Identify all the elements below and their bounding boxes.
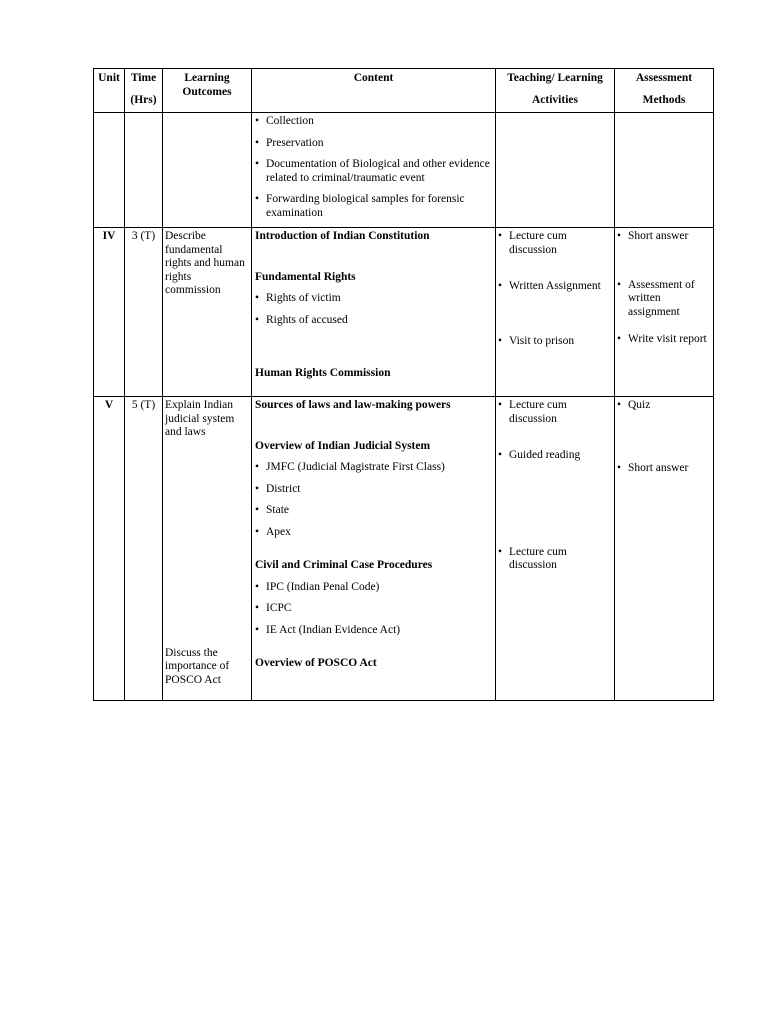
- list-item: • Apex: [255, 525, 291, 538]
- list-item: • Assessment of written assignment: [617, 278, 695, 318]
- list-item: • Guided reading: [498, 449, 581, 461]
- content-heading: Overview of POSCO Act: [255, 657, 377, 669]
- cell-teaching: [496, 113, 615, 228]
- header-unit: Unit: [94, 69, 125, 113]
- list-item: • Lecture cum discussion: [498, 545, 567, 571]
- cell-time: 5 (T): [125, 397, 163, 701]
- list-item: • Preservation: [255, 136, 324, 149]
- cell-outcome: [163, 113, 252, 228]
- table-row-unit-v: [94, 397, 714, 701]
- list-item: • State: [255, 504, 289, 516]
- list-item: • Short answer: [617, 230, 689, 242]
- content-heading: Sources of laws and law-making powers: [255, 399, 451, 411]
- cell-assessment: [615, 113, 714, 228]
- list-item: • Collection: [255, 115, 314, 127]
- content-heading: Fundamental Rights: [255, 270, 356, 283]
- header-content: Content: [252, 69, 496, 113]
- curriculum-table: [93, 68, 714, 701]
- list-item: • Short answer: [617, 461, 689, 474]
- list-item: • Rights of accused: [255, 313, 348, 326]
- cell-outcome: [163, 397, 252, 701]
- list-item: • JMFC (Judicial Magistrate First Class): [255, 461, 445, 473]
- cell-unit: [94, 113, 125, 228]
- cell-content: [252, 397, 496, 701]
- list-item: • IPC (Indian Penal Code): [255, 580, 380, 593]
- cell-time: 3 (T): [125, 228, 163, 397]
- cell-outcome: Describe fundamental rights and human rights commission: [163, 228, 252, 397]
- content-heading: Overview of Indian Judicial System: [255, 439, 431, 452]
- header-time: Time (Hrs): [125, 69, 163, 113]
- list-item: • Documentation of Biological and other evidence related to criminal/traumatic event: [255, 158, 490, 184]
- list-item: • Lecture cum discussion: [498, 399, 567, 425]
- cell-content: [252, 228, 496, 397]
- cell-content: [252, 113, 496, 228]
- list-item: • Write visit report: [617, 333, 707, 345]
- cell-teaching: [496, 228, 615, 397]
- list-item: • Rights of victim: [255, 292, 341, 304]
- list-item: • Lecture cum discussion: [498, 230, 567, 256]
- cell-assessment: [615, 228, 714, 397]
- cell-unit: V: [94, 397, 125, 701]
- list-item: • District: [255, 482, 301, 495]
- cell-time: [125, 113, 163, 228]
- list-item: • ICPC: [255, 602, 292, 614]
- header-row: [94, 69, 714, 113]
- content-heading: Introduction of Indian Constitution: [255, 230, 430, 242]
- content-heading: Civil and Criminal Case Procedures: [255, 559, 433, 571]
- list-item: • IE Act (Indian Evidence Act): [255, 623, 401, 636]
- list-item: • Forwarding biological samples for forensic examination: [255, 193, 465, 219]
- outcome-text: Discuss the importance of POSCO Act: [165, 646, 230, 686]
- list-item: • Written Assignment: [498, 280, 601, 292]
- table-row-unit-iv: [94, 228, 714, 397]
- table-row-continued: [94, 113, 714, 228]
- list-item: • Quiz: [617, 399, 651, 411]
- list-item: • Visit to prison: [498, 334, 575, 347]
- content-heading: Human Rights Commission: [255, 367, 391, 379]
- header-learning-outcomes: Learning Outcomes: [163, 69, 252, 113]
- cell-assessment: [615, 397, 714, 701]
- cell-unit: IV: [94, 228, 125, 397]
- header-assessment: Assessment Methods: [615, 69, 714, 113]
- outcome-text: Explain Indian judicial system and laws: [165, 399, 235, 438]
- header-teaching: Teaching/ Learning Activities: [496, 69, 615, 113]
- cell-teaching: [496, 397, 615, 701]
